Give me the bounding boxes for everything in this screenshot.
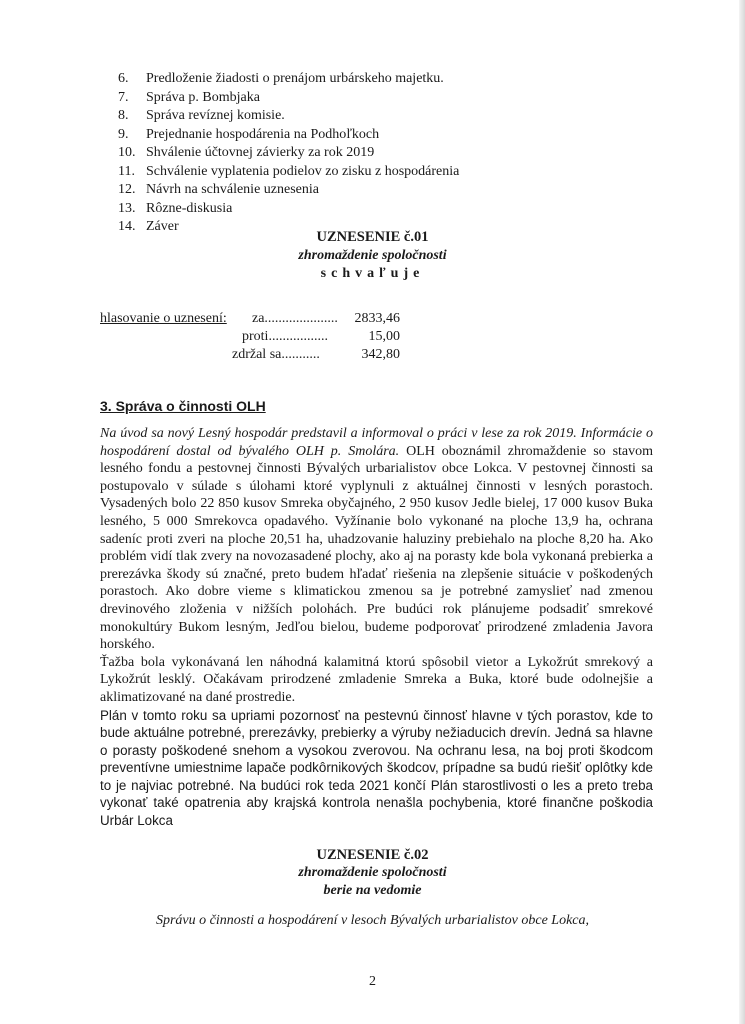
agenda-item: 6. Predloženie žiadosti o prenájom urbárskeho majetku.: [118, 71, 444, 86]
vote-for-value: 2833,46: [354, 311, 400, 326]
vote-row-for: [100, 310, 400, 328]
agenda-list: [118, 70, 459, 237]
vote-against-label: proti.................: [242, 329, 328, 344]
vote-for-label: za.....................: [252, 311, 338, 326]
vote-against-value: 15,00: [368, 329, 400, 344]
voting-block: [100, 310, 400, 364]
resolution-2-subtitle: zhromaždenie spoločnosti: [298, 865, 447, 880]
agenda-item: 7. Správa p. Bombjaka: [118, 89, 260, 105]
report-paragraph-3: Plán v tomto roku sa upriami pozornosť na pestevnú činnosť hlavne v tých porastov, kde to bude aktuálne potrebné, prerezávky, prebierky a výruby nežiaducich drevín. Jedná sa hlavne o porasty poškodené snehom a vysokou zverovou. Na ochranu lesa, na boj proti škodcom preventívne umiestnime lapače podkôrnikových škodcov, prípadne sa budú riešiť oplôtky kde to je najviac potrebné. Na budúci rok teda 2021 končí Plán starostlivosti o les a preto treba vykonať také opatrenia aby krajská kontrola nenašla pochybenia, ktoré finančne poškodia Urbár Lokca: [100, 707, 653, 829]
report-body: [100, 425, 653, 830]
vote-abstain-value: 342,80: [361, 347, 400, 362]
report-text-1: OLH oboznámil zhromaždenie so stavom lesného fondu a pestovnej činnosti Bývalých urbarialistov obce Lokca. V pestovnej činnosti sa postupovalo v súlade s úlohami ktoré vyplynuli z aktuálnej činnosti v lesných porastoch. Vysadených bolo 22 850 kusov Smreka obyčajného, 2 950 kusov Jedle bielej, 17 000 kusov Buka lesného, 5 000 Smrekovca opadavého. Vyžínanie bolo vykonané na ploche 13,9 ha, ochrana sadeníc proti zveri na ploche 20,51 ha, uhadzovanie haluziny prebiehalo na ploche 8,20 ha. Ako problém vidí tlak zvery na novozasadené plochy, ako aj na porasty kde bola vykonaná prebierka a prerezávka škody sú značné, preto budem hľadať riešenia na zlepšenie situácie v poškodených porastoch. Ako dobre vieme s klimatickou zmenou sa je potrebné zamyslieť nad zmenou drevinového zloženia v nižších polohách. Pre budúci rok plánujeme podsadiť smrekové monokultúry Bukom lesným, Jedľou bielou, budeme podporovať prirodzené zmladenia Javora horského.: [100, 443, 654, 653]
agenda-item: 12. Návrh na schválenie uznesenia: [118, 182, 319, 197]
report-paragraph-1: [100, 425, 653, 654]
voting-label: hlasovanie o uznesení:: [100, 311, 227, 326]
resolution-1-subtitle: zhromaždenie spoločnosti: [298, 248, 447, 263]
resolution-1-title: UZNESENIE č.01: [316, 229, 429, 245]
resolution-2-title: UZNESENIE č.02: [316, 847, 429, 863]
agenda-item: 10. Shválenie účtovnej závierky za rok 2019: [118, 145, 375, 160]
resolution-2-verb: berie na vedomie: [323, 883, 422, 898]
resolution-1-verb: schvaľuje: [320, 266, 425, 281]
resolution-2-text: Správu o činnosti a hospodárení v lesoch Bývalých urbarialistov obce Lokca,: [155, 913, 589, 928]
vote-row-abstain: [100, 346, 400, 364]
agenda-item: 13. Rôzne-diskusia: [118, 200, 233, 216]
vote-abstain-label: zdržal sa...........: [232, 347, 320, 362]
page-number: 2: [369, 974, 376, 989]
agenda-item: 8. Správa revíznej komisie.: [118, 108, 285, 123]
report-paragraph-2: Ťažba bola vykonávaná len náhodná kalamitná ktorú spôsobil vietor a Lykožrút smrekový a Lykožrút lesklý. Očakávam prirodzené zmladenie Smreka a Buka, ktoré bude odolnejšie a aklimatizované na dané prostredie.: [100, 654, 653, 705]
agenda-item: 11. Schválenie vyplatenia podielov zo zisku z hospodárenia: [118, 163, 460, 179]
agenda-item: 14. Záver: [118, 219, 179, 234]
section-title: 3. Správa o činnosti OLH: [100, 398, 266, 414]
report-intro: Na úvod sa nový Lesný hospodár predstavil a informoval o práci v lese za rok 2019. Informácie o hospodárení dostal od bývalého OLH p. Smolára.: [100, 426, 653, 459]
agenda-item: 9. Prejednanie hospodárenia na Podhoľkoch: [118, 126, 380, 142]
vote-row-against: [100, 328, 400, 346]
